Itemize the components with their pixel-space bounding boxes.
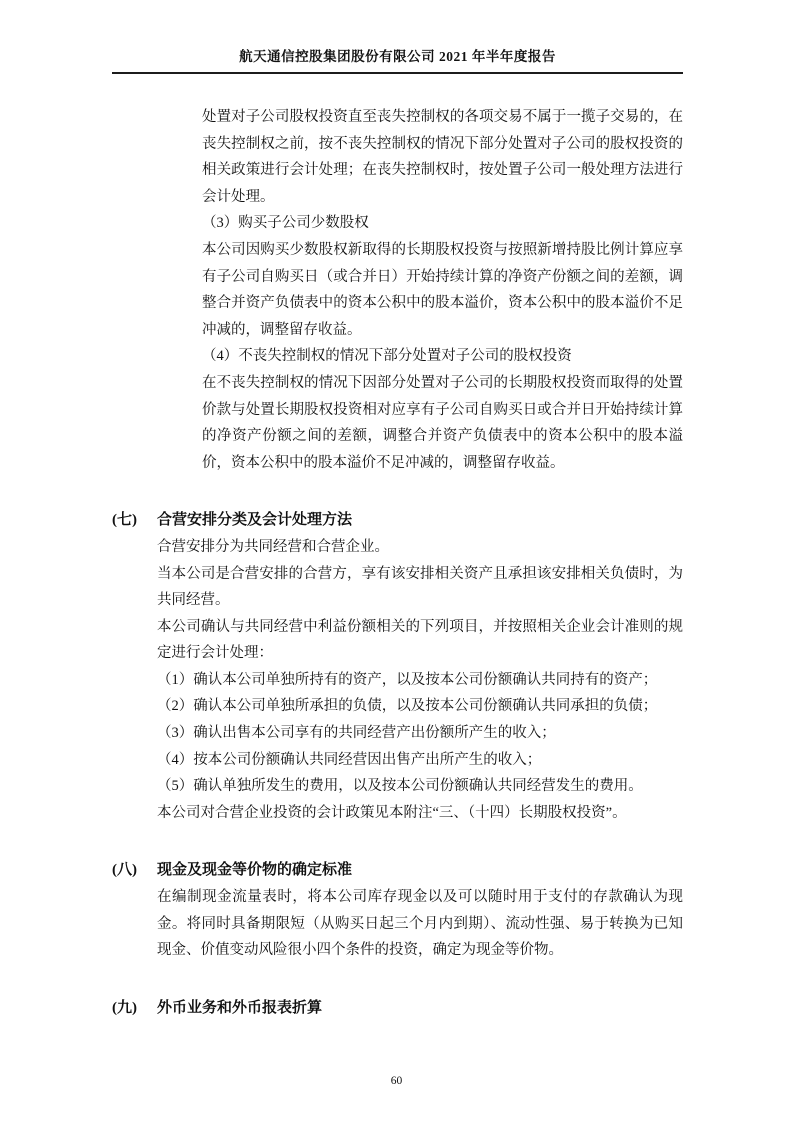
list-item: （2）确认本公司单独所承担的负债，以及按本公司份额确认共同承担的负债； xyxy=(157,698,658,715)
list-item: （1）确认本公司单独所持有的资产，以及按本公司份额确认共同持有的资产； xyxy=(157,671,658,688)
list-item: （3）确认出售本公司享有的共同经营产出份额所产生的收入； xyxy=(157,725,556,742)
sub-item-heading: （4）不丧失控制权的情况下部分处置对子公司的股权投资 xyxy=(202,348,572,365)
list-item: （4）按本公司份额确认共同经营因出售产出所产生的收入； xyxy=(157,751,542,768)
intro-continuation-block xyxy=(112,104,683,476)
section-body xyxy=(157,884,683,964)
section-title: 合营安排分类及会计处理方法 xyxy=(157,512,353,529)
paragraph: 本公司因购买少数股权新取得的长期股权投资与按照新增持股比例计算应享有子公司自购买日（或合并日）开始持续计算的净资产份额之间的差额，调整合并资产负债表中的资本公积中的股本溢价，资本公积中的股本溢价不足冲减的，调整留存收益。 xyxy=(202,241,683,338)
section-heading xyxy=(112,507,683,534)
paragraph: 在编制现金流量表时，将本公司库存现金以及可以随时用于支付的存款确认为现金。将同时具备期限短（从购买日起三个月内到期）、流动性强、易于转换为已知现金、价值变动风险很小四个条件的投资，确定为现金等价物。 xyxy=(157,889,683,959)
page-header xyxy=(112,0,683,74)
report-header-title: 航天通信控股集团股份有限公司 2021 年半年度报告 xyxy=(239,49,556,64)
section-number: (八) xyxy=(112,862,137,879)
section-number: (七) xyxy=(112,512,137,529)
sub-item-heading: （3）购买子公司少数股权 xyxy=(202,215,369,232)
section-number: (九) xyxy=(112,999,137,1016)
page-number: 60 xyxy=(390,1075,403,1087)
section-title: 外币业务和外币报表折算 xyxy=(157,999,323,1016)
document-body xyxy=(112,74,683,1021)
section-cash-equivalents xyxy=(112,857,683,963)
paragraph: 当本公司是合营安排的合营方，享有该安排相关资产且承担该安排相关负债时，为共同经营。 xyxy=(157,565,683,609)
section-heading xyxy=(112,995,683,1022)
section-heading xyxy=(112,857,683,884)
paragraph: 在不丧失控制权的情况下因部分处置对子公司的长期股权投资而取得的处置价款与处置长期股权投资相对应享有子公司自购买日或合并日开始持续计算的净资产份额之间的差额，调整合并资产负债表中的资本公积中的股本溢价，资本公积中的股本溢价不足冲减的，调整留存收益。 xyxy=(202,374,683,471)
paragraph: 处置对子公司股权投资直至丧失控制权的各项交易不属于一揽子交易的，在丧失控制权之前，按不丧失控制权的情况下部分处置对子公司的股权投资的相关政策进行会计处理；在丧失控制权时，按处置子公司一般处理方法进行会计处理。 xyxy=(202,109,683,205)
paragraph: 本公司对合营企业投资的会计政策见本附注“三、（十四）长期股权投资”。 xyxy=(157,804,627,821)
paragraph: 合营安排分为共同经营和合营企业。 xyxy=(157,538,389,555)
section-title: 现金及现金等价物的确定标准 xyxy=(157,862,353,879)
paragraph: 本公司确认与共同经营中利益份额相关的下列项目，并按照相关企业会计准则的规定进行会计处理： xyxy=(157,618,683,662)
section-joint-arrangements xyxy=(112,507,683,826)
section-body xyxy=(157,534,683,827)
list-item: （5）确认单独所发生的费用，以及按本公司份额确认共同经营发生的费用。 xyxy=(157,778,643,795)
section-foreign-currency xyxy=(112,995,683,1022)
